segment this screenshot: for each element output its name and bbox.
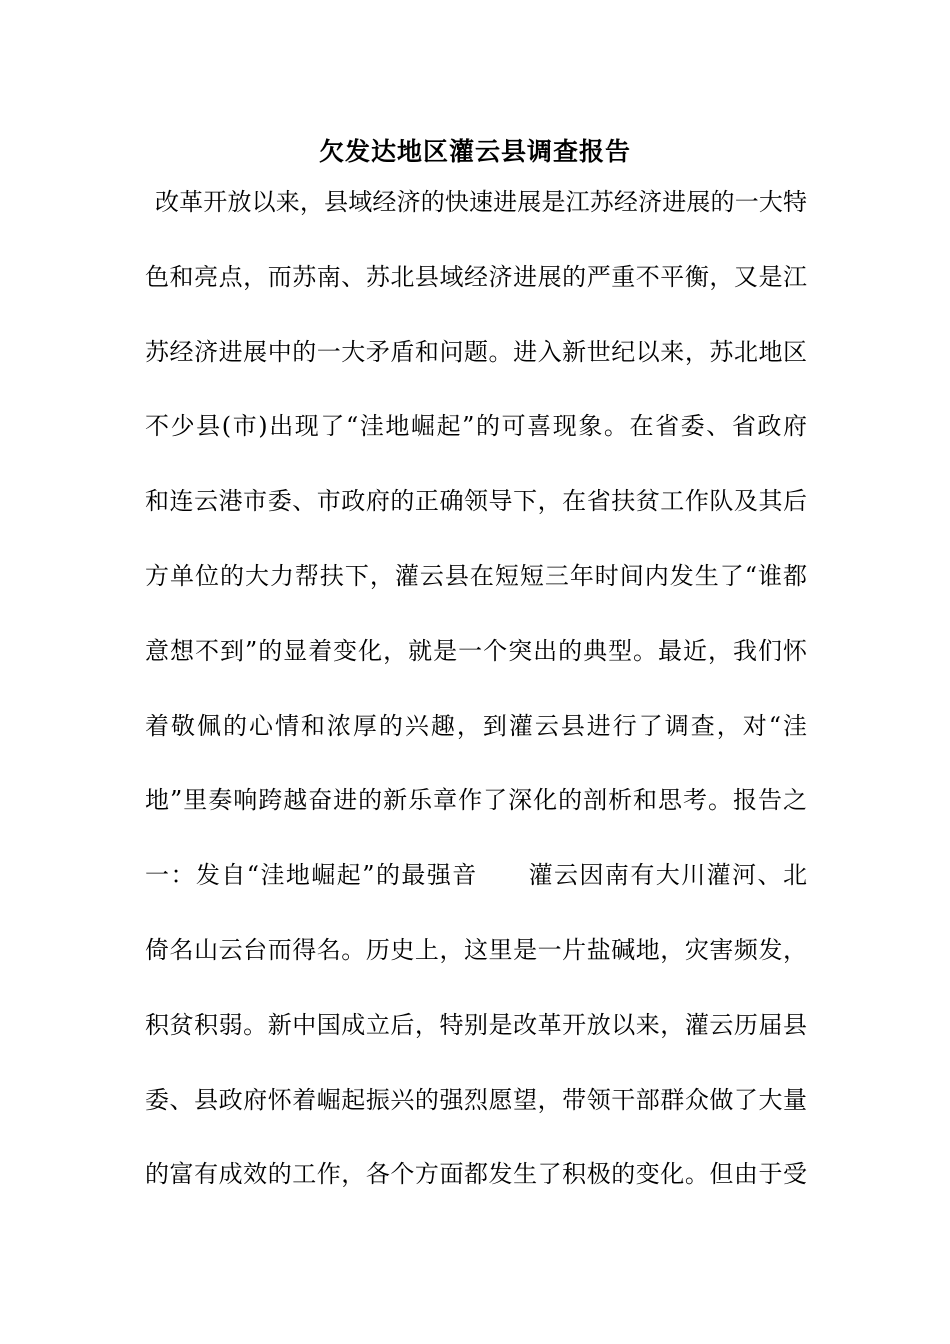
body-line: 一：发自“洼地崛起”的最强音 灌云因南有大川灌河、北 bbox=[145, 861, 807, 890]
body-line: 和连云港市委、市政府的正确领导下，在省扶贫工作队及其后 bbox=[145, 487, 807, 516]
document-title: 欠发达地区灌云县调查报告 bbox=[318, 137, 631, 166]
body-line: 色和亮点，而苏南、苏北县域经济进展的严重不平衡，又是江 bbox=[145, 262, 807, 291]
body-line: 着敬佩的心情和浓厚的兴趣，到灌云县进行了调查，对“洼 bbox=[145, 711, 807, 740]
body-line: 委、县政府怀着崛起振兴的强烈愿望，带领干部群众做了大量 bbox=[145, 1085, 807, 1114]
body-line: 方单位的大力帮扶下，灌云县在短短三年时间内发生了“谁都 bbox=[145, 561, 807, 590]
body-line: 积贫积弱。新中国成立后，特别是改革开放以来，灌云历届县 bbox=[145, 1010, 807, 1039]
body-line: 改革开放以来，县域经济的快速进展是江苏经济进展的一大特 bbox=[155, 188, 807, 216]
body-line: 的富有成效的工作，各个方面都发生了积极的变化。但由于受 bbox=[145, 1160, 807, 1189]
body-line: 不少县(市)出现了“洼地崛起”的可喜现象。在省委、省政府 bbox=[145, 412, 807, 441]
body-line: 苏经济进展中的一大矛盾和问题。进入新世纪以来，苏北地区 bbox=[145, 337, 807, 366]
body-line: 意想不到”的显着变化，就是一个突出的典型。最近，我们怀 bbox=[145, 636, 807, 665]
body-line: 倚名山云台而得名。历史上，这里是一片盐碱地，灾害频发， bbox=[145, 935, 807, 964]
body-line: 地”里奏响跨越奋进的新乐章作了深化的剖析和思考。报告之 bbox=[145, 786, 807, 815]
document-body bbox=[145, 180, 807, 1227]
